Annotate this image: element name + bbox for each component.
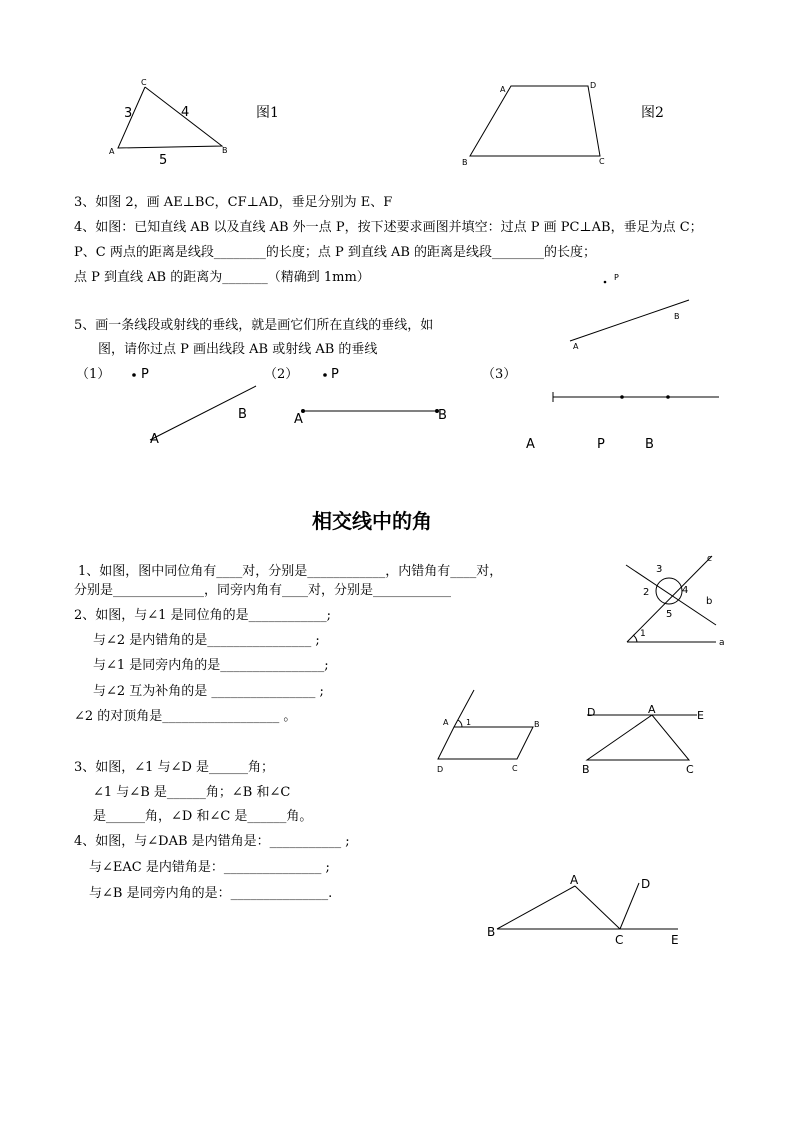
q1-label-1: 1: [640, 629, 646, 639]
p2-question-2-line-1: 2、如图，与∠1 是同位角的是____________;: [74, 608, 331, 623]
q1-label-c: c: [707, 554, 712, 564]
p2-question-1-line-1: 1、如图，图中同位角有____对，分别是____________，内错角有____对，: [78, 564, 503, 579]
q5-2-label-a: A: [294, 412, 303, 427]
q5-2-label-b: B: [438, 408, 447, 423]
q1-label-2: 2: [643, 587, 650, 598]
q5-part-1-label: （1）: [76, 367, 111, 382]
q4b-label-d: D: [641, 877, 651, 891]
triangle-figure-q3: [587, 715, 697, 760]
q4b-label-e: E: [671, 933, 679, 947]
question-5-line-2: 图，请你过点 P 画出线段 AB 或射线 AB 的垂线: [98, 342, 378, 357]
figure-q4-part2: [497, 883, 678, 929]
p2-question-2-line-4: 与∠2 互为补角的是 ________________ ;: [93, 684, 324, 699]
p2-question-1-line-2: 分别是______________，同旁内角有____对，分别是____________: [74, 583, 452, 598]
q4-label-p: P: [614, 273, 619, 282]
question-5-line-1: 5、画一条线段或射线的垂线，就是画它们所在直线的垂线，如: [74, 318, 434, 333]
p2-question-4-line-2: 与∠EAC 是内错角是：_______________ ;: [89, 860, 330, 875]
q5-3-label-a: A: [526, 437, 535, 452]
tri-label-a: A: [109, 147, 115, 156]
p2-question-3-line-2: ∠1 与∠B 是______角；∠B 和∠C: [93, 785, 291, 800]
figure-1-label: 图1: [256, 105, 279, 121]
p2-question-3-line-3: 是______角，∠D 和∠C 是______角。: [93, 809, 313, 824]
q5-1-label-p: P: [141, 367, 149, 382]
para-label-a: A: [443, 718, 449, 727]
trap-label-b: B: [462, 158, 468, 167]
question-4-line-2: P、C 两点的距离是线段________的长度；点 P 到直线 AB 的距离是线段________的长度；: [74, 245, 597, 260]
q4-label-a: A: [573, 342, 579, 351]
q5-3-label-p: P: [597, 437, 605, 452]
trap-label-c: C: [599, 157, 605, 166]
trap-label-d: D: [590, 81, 597, 90]
para-label-d: D: [437, 765, 444, 774]
question-3-text: 3、如图 2，画 AE⊥BC，CF⊥AD，垂足分别为 E、F: [74, 195, 393, 210]
p2-question-3-line-1: 3、如图，∠1 与∠D 是______角；: [74, 760, 275, 775]
tri-side-5: 5: [159, 153, 168, 168]
para-label-c: C: [512, 764, 518, 773]
tri2-label-c: C: [686, 763, 694, 776]
p2-question-2-line-5: ∠2 的对顶角是__________________ 。: [74, 709, 297, 724]
trapezoid-figure-2: [470, 86, 600, 156]
tri-label-b: B: [222, 146, 228, 155]
triangle-figure-1: [118, 87, 222, 148]
p2-question-4-line-3: 与∠B 是同旁内角的是：_______________.: [89, 886, 333, 901]
tri-side-3: 3: [124, 106, 133, 121]
question-4-line-3: 点 P 到直线 AB 的距离为_______（精确到 1mm）: [74, 270, 370, 285]
q5-1-label-a: A: [150, 432, 159, 447]
tri-side-4: 4: [181, 105, 190, 120]
tri2-label-d: D: [587, 706, 596, 719]
tri2-label-e: E: [697, 709, 704, 722]
para-label-1: 1: [466, 718, 472, 727]
q4-label-b: B: [674, 312, 680, 321]
q5-part-3-label: （3）: [482, 367, 517, 382]
section-title: 相交线中的角: [312, 509, 432, 533]
tri2-label-b: B: [582, 763, 590, 776]
q1-label-4: 4: [682, 585, 689, 596]
q5-1-label-b: B: [238, 407, 247, 422]
q4b-label-b: B: [487, 925, 496, 939]
q5-figure-2: [302, 374, 439, 413]
q1-label-b: b: [706, 596, 713, 607]
q1-label-a: a: [719, 638, 725, 648]
q5-figure-3: [553, 392, 719, 402]
q4-line-figure: [570, 281, 689, 341]
q4b-label-a: A: [570, 873, 579, 887]
tri2-label-a: A: [648, 703, 656, 716]
q1-label-5: 5: [666, 609, 673, 620]
q5-part-2-label: （2）: [264, 367, 299, 382]
q5-3-label-b: B: [645, 437, 654, 452]
q4b-label-c: C: [615, 933, 624, 947]
p2-question-2-line-2: 与∠2 是内错角的是________________ ;: [93, 633, 320, 648]
tri-label-c: C: [141, 78, 147, 87]
q1-label-3: 3: [656, 564, 663, 575]
trap-label-a: A: [500, 85, 506, 94]
parallelogram-figure: [438, 690, 533, 759]
q5-2-label-p: P: [331, 367, 339, 382]
para-label-b: B: [534, 720, 540, 729]
p2-question-4-line-1: 4、如图，与∠DAB 是内错角是：___________ ;: [74, 834, 350, 849]
figure-2-label: 图2: [641, 105, 664, 121]
question-4-line-1: 4、如图：已知直线 AB 以及直线 AB 外一点 P，按下述要求画图并填空：过点 P 画 PC⊥AB，垂足为点 C；: [74, 220, 703, 235]
p2-question-2-line-3: 与∠1 是同旁内角的是________________;: [93, 658, 329, 673]
